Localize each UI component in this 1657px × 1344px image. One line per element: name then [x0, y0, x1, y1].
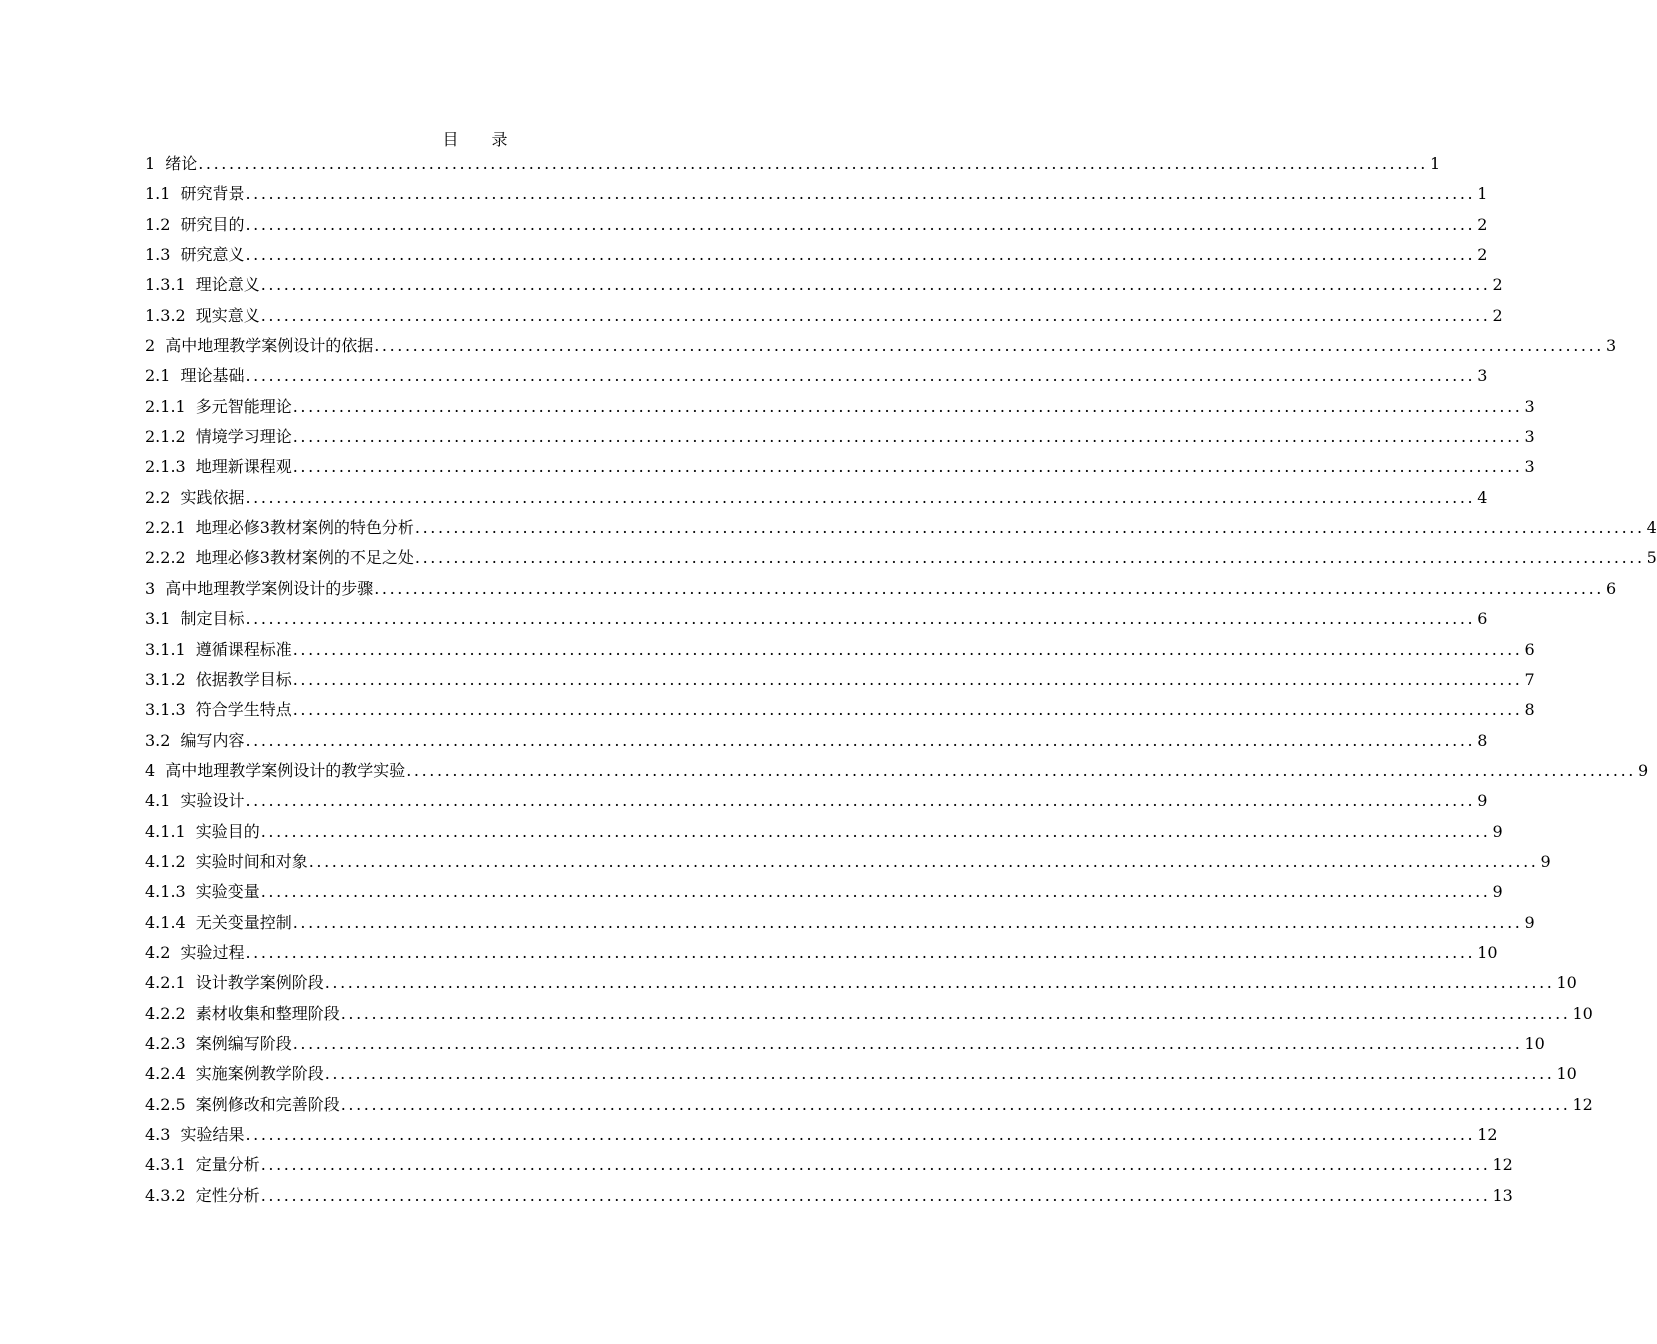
toc-entry-label: 实验结果 [180, 1125, 245, 1144]
toc-entry[interactable] [145, 635, 1535, 665]
toc-dot-leader: ................................................................................................................................................................ [308, 851, 1539, 871]
toc-dot-leader: ................................................................................................................................................................ [260, 1155, 1491, 1175]
toc-entry-label: 符合学生特点 [195, 700, 292, 720]
toc-entry-page: 10 [1524, 1033, 1545, 1053]
toc-dot-leader: ................................................................................................................................................................ [245, 942, 1476, 962]
toc-entry[interactable] [145, 665, 1535, 695]
toc-dot-leader: ................................................................................................................................................................ [245, 487, 1476, 507]
toc-title: 目 录 [442, 130, 522, 149]
toc-entry-page: 6 [1605, 578, 1617, 598]
toc-entry-label: 无关变量控制 [195, 912, 292, 932]
toc-dot-leader: ................................................................................................................................................................ [340, 1094, 1571, 1114]
toc-entry[interactable] [145, 543, 1657, 573]
toc-entry-label: 情境学习理论 [195, 427, 292, 447]
toc-entry-label: 实施案例教学阶段 [195, 1064, 324, 1084]
toc-entry[interactable] [145, 1181, 1513, 1211]
toc-entry-page: 6 [1524, 639, 1535, 659]
toc-entry[interactable] [145, 1090, 1593, 1120]
toc-entry-label: 设计教学案例阶段 [195, 973, 324, 993]
toc-entry-page: 1 [1477, 184, 1488, 204]
toc-entry-label: 现实意义 [195, 305, 260, 325]
toc-entry-page: 3 [1477, 366, 1488, 386]
toc-entry-page: 1 [1429, 154, 1441, 173]
toc-entry-page: 2 [1477, 245, 1488, 265]
toc-entry-label: 案例修改和完善阶段 [195, 1094, 340, 1114]
toc-entry-number: 4.3.2 [145, 1185, 186, 1205]
toc-dot-leader: ................................................................................................................................................................ [245, 609, 1476, 629]
toc-entry-number: 4 [145, 760, 156, 780]
toc-entry-label: 多元智能理论 [195, 396, 292, 416]
toc-entry-label: 制定目标 [180, 609, 245, 629]
toc-entry-number: 4.1.4 [145, 912, 186, 932]
toc-entry-label: 地理必修3教材案例的不足之处 [195, 548, 414, 568]
toc-entry[interactable] [145, 179, 1488, 209]
toc-entry-number: 2.2.1 [145, 518, 186, 538]
toc-dot-leader: ................................................................................................................................................................ [292, 700, 1523, 720]
toc-dot-leader: ................................................................................................................................................................ [260, 1185, 1491, 1205]
toc-entry[interactable] [145, 726, 1488, 756]
toc-dot-leader: ................................................................................................................................................................ [292, 1033, 1523, 1053]
toc-entry[interactable] [145, 331, 1617, 361]
toc-entry-number: 3.1.2 [145, 669, 186, 689]
toc-entry-page: 10 [1556, 1064, 1577, 1084]
toc-dot-leader: ................................................................................................................................................................ [292, 427, 1523, 447]
toc-entry-number: 2.1.3 [145, 457, 186, 477]
toc-entry[interactable] [145, 938, 1498, 968]
toc-entry-label: 编写内容 [180, 730, 245, 750]
toc-dot-leader: ................................................................................................................................................................ [324, 973, 1555, 993]
toc-entry-label: 理论基础 [180, 366, 245, 386]
toc-entry[interactable] [145, 422, 1535, 452]
toc-entry-label: 研究目的 [180, 214, 245, 234]
toc-entry-page: 10 [1477, 942, 1498, 962]
toc-entry-label: 研究背景 [180, 184, 245, 204]
toc-entry-page: 2 [1492, 305, 1503, 325]
toc-entry-number: 1.3 [145, 245, 171, 265]
toc-entry-page: 9 [1540, 851, 1551, 871]
toc-dot-leader: ................................................................................................................................................................ [414, 518, 1645, 538]
toc-entry-page: 4 [1477, 487, 1488, 507]
toc-entry[interactable] [145, 968, 1577, 998]
toc-entry[interactable] [145, 361, 1488, 391]
toc-entry[interactable] [145, 1059, 1577, 1089]
toc-entry-number: 3.1 [145, 609, 171, 629]
toc-entry[interactable] [145, 604, 1488, 634]
toc-entry-number: 4.2.3 [145, 1033, 186, 1053]
toc-entry-number: 4.3.1 [145, 1155, 186, 1175]
toc-entry-label: 遵循课程标准 [195, 639, 292, 659]
toc-entry-page: 10 [1556, 973, 1577, 993]
toc-entry-label: 理论意义 [195, 275, 260, 295]
toc-dot-leader: ................................................................................................................................................................ [292, 457, 1523, 477]
toc-dot-leader: ................................................................................................................................................................ [292, 669, 1523, 689]
toc-entry-page: 13 [1492, 1185, 1513, 1205]
toc-entry-page: 3 [1524, 427, 1535, 447]
toc-entry-number: 2 [145, 336, 156, 356]
toc-dot-leader: ................................................................................................................................................................ [245, 1125, 1476, 1144]
toc-entry-page: 7 [1524, 669, 1535, 689]
toc-entry-number: 4.1.1 [145, 821, 186, 841]
toc-entry-number: 4.1.2 [145, 851, 186, 871]
toc-entry[interactable] [145, 240, 1488, 270]
toc-entry-number: 4.2.4 [145, 1064, 186, 1084]
toc-entry[interactable] [145, 695, 1535, 725]
toc-entry-label: 绪论 [165, 154, 198, 173]
toc-entry-page: 9 [1477, 791, 1488, 811]
toc-dot-leader: ................................................................................................................................................................ [374, 578, 1604, 598]
toc-entry[interactable] [145, 513, 1657, 543]
toc-dot-leader: ................................................................................................................................................................ [340, 1003, 1571, 1023]
toc-dot-leader: ................................................................................................................................................................ [406, 760, 1636, 780]
toc-entry-number: 3.2 [145, 730, 171, 750]
toc-entry-page: 8 [1477, 730, 1488, 750]
toc-entry-label: 高中地理教学案例设计的依据 [165, 336, 374, 356]
toc-entry[interactable] [145, 1029, 1545, 1059]
toc-entry-label: 地理必修3教材案例的特色分析 [195, 518, 414, 538]
toc-entry-number: 1.1 [145, 184, 171, 204]
toc-entry[interactable] [145, 1150, 1513, 1180]
toc-entry[interactable] [145, 301, 1503, 331]
toc-dot-leader: ................................................................................................................................................................ [260, 305, 1491, 325]
toc-dot-leader: ................................................................................................................................................................ [292, 396, 1523, 416]
toc-entry-number: 4.2.1 [145, 973, 186, 993]
toc-entry-label: 实验目的 [195, 821, 260, 841]
toc-dot-leader: ................................................................................................................................................................ [414, 548, 1645, 568]
toc-entry-page: 2 [1477, 214, 1488, 234]
toc-entry-label: 实验设计 [180, 791, 245, 811]
toc-entry-page: 3 [1524, 396, 1535, 416]
toc-entry[interactable] [145, 1120, 1498, 1150]
toc-entry[interactable] [145, 210, 1488, 240]
toc-dot-leader: ................................................................................................................................................................ [292, 639, 1523, 659]
toc-dot-leader: ................................................................................................................................................................ [198, 154, 1428, 173]
toc-entry[interactable] [145, 999, 1593, 1029]
toc-entry-number: 1.3.1 [145, 275, 186, 295]
toc-entry-page: 12 [1492, 1155, 1513, 1175]
toc-entry[interactable] [145, 149, 1441, 179]
toc-entry-number: 4.2 [145, 942, 171, 962]
toc-dot-leader: ................................................................................................................................................................ [245, 245, 1476, 265]
toc-entry-label: 定性分析 [195, 1185, 260, 1205]
toc-entry-page: 8 [1524, 700, 1535, 720]
toc-entry-label: 高中地理教学案例设计的教学实验 [165, 760, 406, 780]
toc-dot-leader: ................................................................................................................................................................ [245, 184, 1476, 204]
toc-entry-number: 4.1 [145, 791, 171, 811]
toc-entry[interactable] [145, 574, 1617, 604]
toc-entry-number: 4.3 [145, 1125, 171, 1144]
toc-entry-page: 9 [1637, 760, 1649, 780]
toc-entry-page: 9 [1492, 821, 1503, 841]
toc-entry-number: 3 [145, 578, 156, 598]
toc-entry-label: 高中地理教学案例设计的步骤 [165, 578, 374, 598]
toc-entry[interactable] [145, 270, 1503, 300]
toc-entry-number: 1.3.2 [145, 305, 186, 325]
toc-entry-number: 2.2.2 [145, 548, 186, 568]
toc-dot-leader: ................................................................................................................................................................ [245, 366, 1476, 386]
toc-entry[interactable] [145, 483, 1488, 513]
toc-entry[interactable] [145, 786, 1488, 816]
toc-dot-leader: ................................................................................................................................................................ [245, 214, 1476, 234]
toc-entry-number: 1 [145, 154, 156, 173]
toc-dot-leader: ................................................................................................................................................................ [260, 882, 1491, 902]
toc-entry[interactable] [145, 756, 1649, 786]
toc-entry-label: 实验时间和对象 [195, 851, 308, 871]
toc-entry-label: 地理新课程观 [195, 457, 292, 477]
toc-entry-label: 素材收集和整理阶段 [195, 1003, 340, 1023]
toc-entry-label: 案例编写阶段 [195, 1033, 292, 1053]
toc-entry-page: 10 [1572, 1003, 1593, 1023]
toc-entry-page: 2 [1492, 275, 1503, 295]
toc-entry-number: 3.1.3 [145, 700, 186, 720]
toc-entry-page: 9 [1524, 912, 1535, 932]
toc-entry-label: 依据教学目标 [195, 669, 292, 689]
toc-entry[interactable] [145, 877, 1503, 907]
toc-entry-label: 研究意义 [180, 245, 245, 265]
toc-dot-leader: ................................................................................................................................................................ [292, 912, 1523, 932]
toc-entry-number: 2.1 [145, 366, 171, 386]
toc-entry-page: 3 [1524, 457, 1535, 477]
toc-dot-leader: ................................................................................................................................................................ [245, 730, 1476, 750]
toc-entry-number: 2.2 [145, 487, 171, 507]
toc-entry-label: 实验变量 [195, 882, 260, 902]
toc-entry-number: 1.2 [145, 214, 171, 234]
table-of-contents [145, 149, 1657, 1211]
toc-entry-number: 4.2.2 [145, 1003, 186, 1023]
toc-entry-page: 9 [1492, 882, 1503, 902]
toc-entry-page: 12 [1477, 1125, 1498, 1144]
toc-dot-leader: ................................................................................................................................................................ [260, 275, 1491, 295]
toc-entry-page: 4 [1646, 518, 1657, 538]
toc-entry-number: 4.1.3 [145, 882, 186, 902]
toc-entry-label: 实验过程 [180, 942, 245, 962]
toc-entry[interactable] [145, 392, 1535, 422]
toc-entry[interactable] [145, 452, 1535, 482]
toc-entry-label: 实践依据 [180, 487, 245, 507]
toc-entry-number: 2.1.2 [145, 427, 186, 447]
toc-entry[interactable] [145, 817, 1503, 847]
toc-entry-number: 4.2.5 [145, 1094, 186, 1114]
toc-entry-page: 6 [1477, 609, 1488, 629]
toc-entry[interactable] [145, 908, 1535, 938]
toc-dot-leader: ................................................................................................................................................................ [260, 821, 1491, 841]
toc-entry-number: 3.1.1 [145, 639, 186, 659]
toc-entry-page: 5 [1646, 548, 1657, 568]
toc-dot-leader: ................................................................................................................................................................ [324, 1064, 1555, 1084]
toc-entry-number: 2.1.1 [145, 396, 186, 416]
toc-entry-label: 定量分析 [195, 1155, 260, 1175]
toc-entry[interactable] [145, 847, 1551, 877]
toc-entry-page: 12 [1572, 1094, 1593, 1114]
toc-dot-leader: ................................................................................................................................................................ [245, 791, 1476, 811]
toc-dot-leader: ................................................................................................................................................................ [374, 336, 1604, 356]
toc-entry-page: 3 [1605, 336, 1617, 356]
